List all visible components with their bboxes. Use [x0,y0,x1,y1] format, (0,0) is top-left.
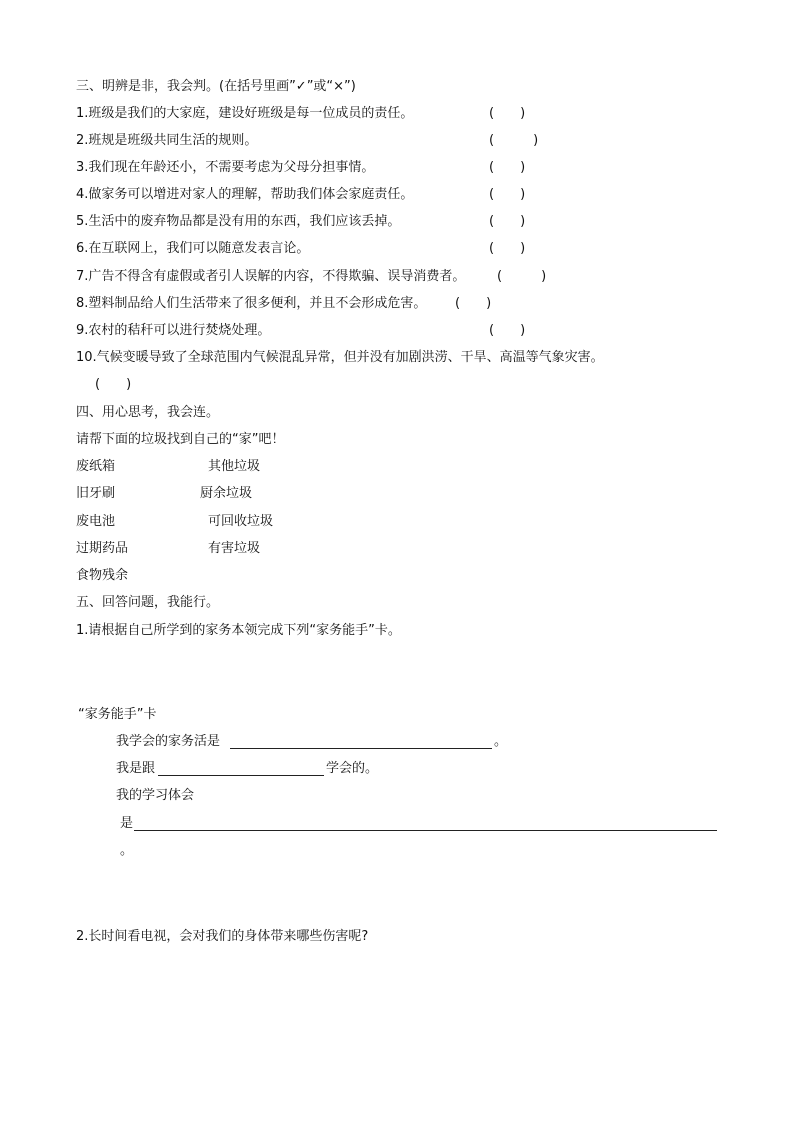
section3-title: 三、明辨是非，我会判。(在括号里画”✓”或“×”) [76,79,356,94]
judge-item-2: 2.班规是班级共同生活的规则。 [76,133,258,148]
judge-item-1: 1.班级是我们的大家庭，建设好班级是每一位成员的责任。 [76,106,414,121]
judge-item-9: 9.农村的秸秆可以进行焚烧处理。 [76,323,271,338]
judge-answer-box-2[interactable]: ( ) [489,133,539,148]
chore-answer-blank[interactable] [230,748,492,749]
judge-item-5: 5.生活中的废弃物品都是没有用的东西，我们应该丢掉。 [76,214,401,229]
card-teacher-end: 学会的。 [326,761,379,776]
judge-item-3: 3.我们现在年龄还小，不需要考虑为父母分担事情。 [76,160,375,175]
judge-item-4: 4.做家务可以增进对家人的理解，帮助我们体会家庭责任。 [76,187,414,202]
judge-answer-box-9[interactable]: ( ) [489,323,526,338]
matching-prompt: 请帮下面的垃圾找到自己的“家”吧！ [76,432,285,447]
question-2: 2.长时间看电视，会对我们的身体带来哪些伤害呢? [76,929,369,944]
question-1: 1.请根据自己所学到的家务本领完成下列“家务能手”卡。 [76,623,401,638]
trash-item-used-battery[interactable]: 废电池 [76,514,116,529]
card-experience-end: 。 [120,843,134,858]
card-teacher-label: 我是跟 [116,761,156,776]
trash-item-waste-carton[interactable]: 废纸箱 [76,459,116,474]
category-kitchen-waste[interactable]: 厨余垃圾 [200,486,253,501]
trash-item-food-leftovers[interactable]: 食物残余 [76,568,129,583]
judge-answer-box-8[interactable]: ( ) [455,296,492,311]
judge-item-10: 10.气候变暖导致了全球范围内气候混乱异常，但并没有加剧洪涝、干旱、高温等气象灾害。 [76,350,604,365]
judge-item-7: 7.广告不得含有虚假或者引人误解的内容，不得欺骗、误导消费者。 [76,269,466,284]
teacher-answer-blank[interactable] [158,775,324,776]
judge-answer-box-3[interactable]: ( ) [489,160,526,175]
trash-item-expired-medicine[interactable]: 过期药品 [76,541,129,556]
judge-answer-box-1[interactable]: ( ) [489,106,526,121]
category-recyclable[interactable]: 可回收垃圾 [208,514,274,529]
category-hazardous[interactable]: 有害垃圾 [208,541,261,556]
judge-answer-box-4[interactable]: ( ) [489,187,526,202]
section4-title: 四、用心思考，我会连。 [76,405,220,420]
card-experience-prefix: 是 [120,816,134,831]
judge-answer-box-7[interactable]: ( ) [497,269,547,284]
trash-item-old-toothbrush[interactable]: 旧牙刷 [76,486,116,501]
experience-answer-blank[interactable] [134,830,717,831]
card-chore-label: 我学会的家务活是 [116,734,221,749]
section5-title: 五、回答问题，我能行。 [76,595,220,610]
card-title: “家务能手”卡 [78,707,157,722]
judge-answer-box-10[interactable]: ( ) [95,377,132,392]
judge-item-6: 6.在互联网上，我们可以随意发表言论。 [76,241,310,256]
judge-answer-box-5[interactable]: ( ) [489,214,526,229]
card-experience-label: 我的学习体会 [116,788,195,803]
category-other-waste[interactable]: 其他垃圾 [208,459,261,474]
judge-answer-box-6[interactable]: ( ) [489,241,526,256]
card-chore-end: 。 [494,734,508,749]
judge-item-8: 8.塑料制品给人们生活带来了很多便利，并且不会形成危害。 [76,296,427,311]
